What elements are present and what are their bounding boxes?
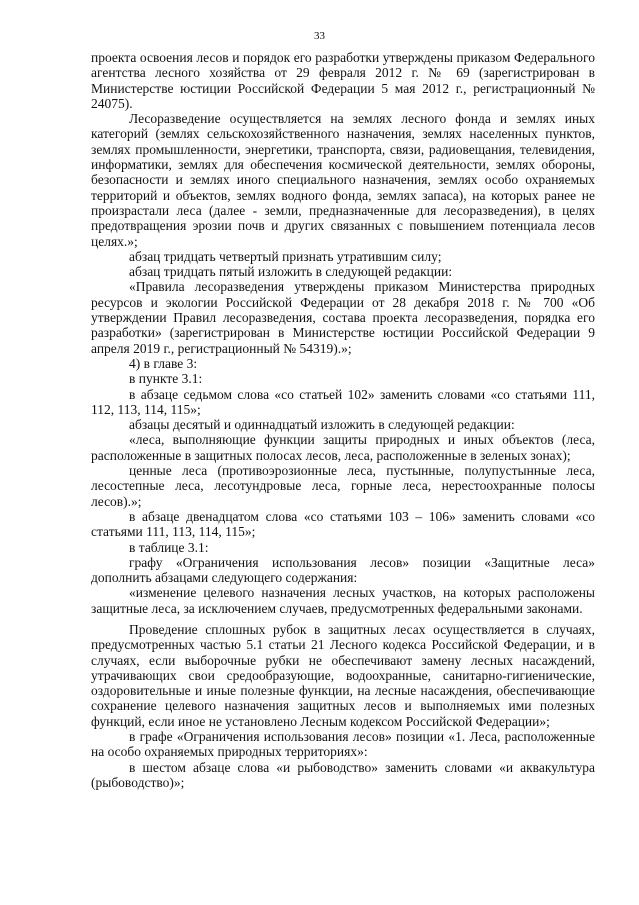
- paragraph-16: Проведение сплошных рубок в защитных лесах осуществляется в случаях, предусмотренных частью 5.1 статьи 21 Лесного кодекса Российской Федерации, и в случаях, если выборочные рубки не обеспечивают замену лесных насаждений, утрачивающих свои средообразующие, водоохранные, санитарно-гигиенические, оздоровительные и иные полезные функции, на лесные насаждения, обеспечивающие сохранение целевого назначения защитных лесов и выполняемых ими полезных функций, если иное не установлено Лесным кодексом Российской Федерации»;: [91, 621, 595, 729]
- paragraph-11: ценные леса (противоэрозионные леса, пустынные, полупустынные леса, лесостепные леса, лесотундровые леса, горные леса, нерестоохранные полосы лесов).»;: [91, 463, 595, 509]
- paragraph-17: в графе «Ограничения использования лесов» позиции «1. Леса, расположенные на особо охраняемых природных территориях»:: [91, 729, 595, 760]
- paragraph-3: абзац тридцать четвертый признать утратившим силу;: [129, 248, 442, 264]
- paragraph-6: 4) в главе 3:: [129, 355, 198, 371]
- paragraph-4: абзац тридцать пятый изложить в следующей редакции:: [129, 264, 453, 280]
- paragraph-10: «леса, выполняющие функции защиты природных и иных объектов (леса, расположенные в защитных полосах лесов, леса, расположенные в зеленых зонах);: [91, 432, 595, 463]
- paragraph-2: Лесоразведение осуществляется на землях лесного фонда и землях иных категорий (землях сельскохозяйственного назначения, землях населенных пунктов, землях промышленности, энергетики, транспорта, связи, радиовещания, телевидения, информатики, землях для обеспечения космической деятельности, землях обороны, безопасности и землях иного специального назначения, землях особо охраняемых территорий и объектов, землях водного фонда, землях запаса), на которых ранее не произрастали леса (далее - земли, предназначенные для лесоразведения), в целях предотвращения эрозии почв и других связанных с повышением потенциала лесов целях.»;: [91, 111, 595, 249]
- paragraph-14: графу «Ограничения использования лесов» позиции «Защитные леса» дополнить абзацами следующего содержания:: [91, 554, 595, 586]
- paragraph-13: в таблице 3.1:: [129, 539, 209, 555]
- paragraph-15: «изменение целевого назначения лесных участков, на которых расположены защитные леса, за исключением случаев, предусмотренных федеральными законами.: [91, 585, 595, 616]
- paragraph-9: абзацы десятый и одиннадцатый изложить в следующей редакции:: [129, 417, 515, 433]
- document-body: [91, 50, 595, 790]
- paragraph-8: в абзаце седьмом слова «со статьей 102» заменить словами «со статьями 111, 112, 113, 114, 115»;: [91, 386, 595, 417]
- paragraph-12: в абзаце двенадцатом слова «со статьями 103 – 106» заменить словами «со статьями 111, 113, 114, 115»;: [91, 508, 595, 540]
- page-number: 33: [314, 30, 325, 42]
- paragraph-18: в шестом абзаце слова «и рыбоводство» заменить словами «и аквакультура (рыбоводство)»;: [91, 759, 595, 790]
- paragraph-7: в пункте 3.1:: [129, 371, 203, 387]
- paragraph-1: проекта освоения лесов и порядок его разработки утверждены приказом Федерального агентства лесного хозяйства от 29 февраля 2012 г. № 69 (зарегистрирован в Министерстве юстиции Российской Федерации 5 мая 2012 г., регистрационный № 24075).: [91, 50, 595, 111]
- paragraph-5: «Правила лесоразведения утверждены приказом Министерства природных ресурсов и экологии Российской Федерации от 28 декабря 2018 г. № 700 «Об утверждении Правил лесоразведения, состава проекта лесоразведения, порядка его разработки» (зарегистрирован в Министерстве юстиции Российской Федерации 9 апреля 2019 г., регистрационный № 54319).»;: [91, 279, 595, 356]
